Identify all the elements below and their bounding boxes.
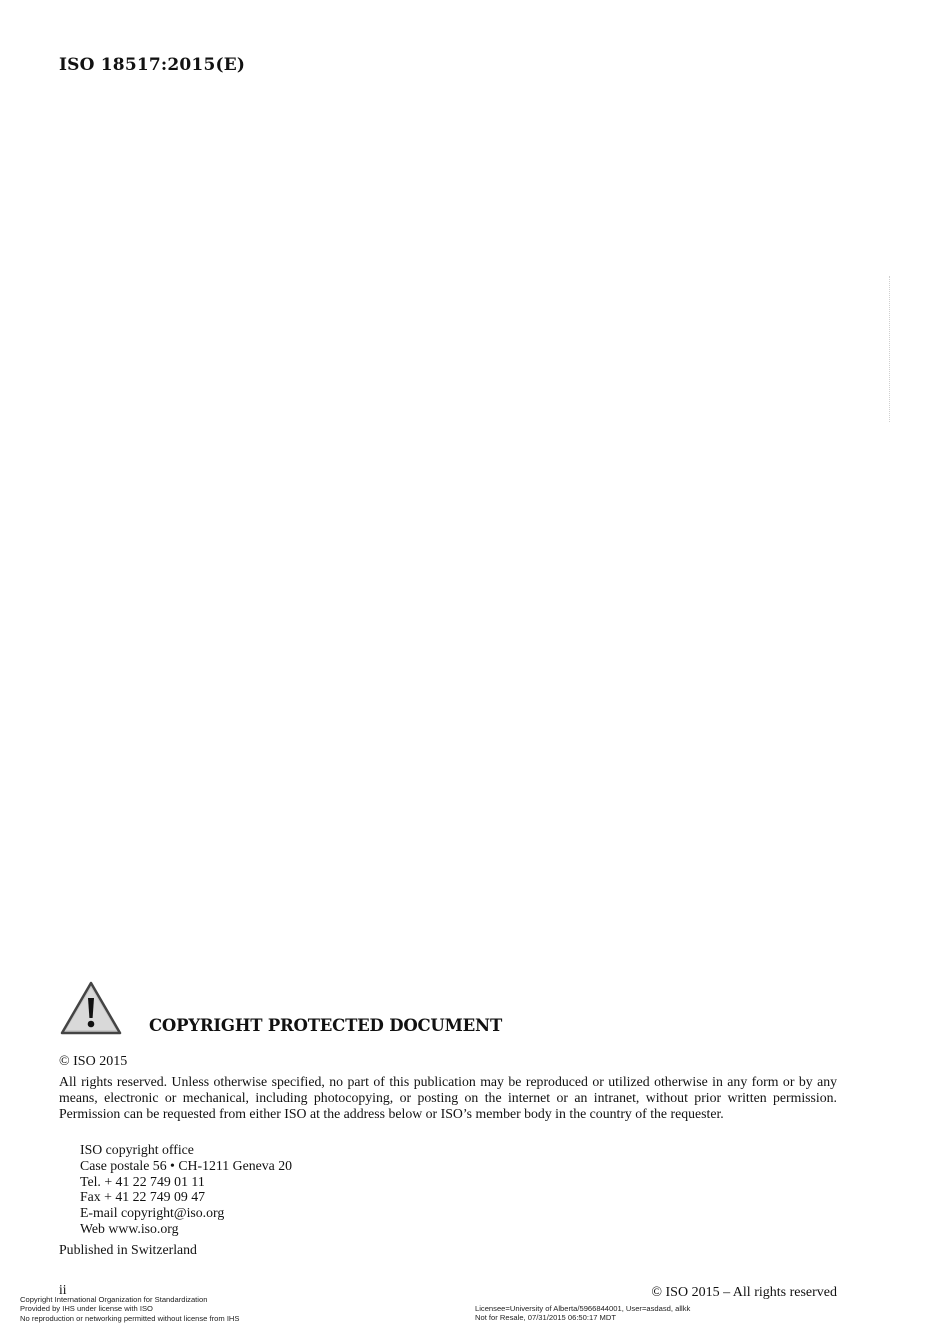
margin-mark [889,276,894,422]
footer-rights: © ISO 2015 – All rights reserved [651,1285,837,1300]
copyright-office-address [80,1142,292,1237]
address-email: E-mail copyright@iso.org [80,1205,225,1221]
address-phone: Tel. + 41 22 749 01 11 [80,1173,205,1189]
address-web: Web www.iso.org [80,1220,179,1236]
license-line: Licensee=University of Alberta/5966844001, User=asdasd, allkk [475,1304,691,1313]
published-location: Published in Switzerland [59,1242,197,1257]
rights-paragraph: All rights reserved. Unless otherwise specified, no part of this publication may be reproduced or utilized otherwise in any form or by any means, electronic or mechanical, including photocopying, or posting on the internet or an intranet, without prior written permission. Permission can be requested from either ISO at the address below or ISO’s member body in the country of the requester. [59,1074,837,1121]
license-line: Not for Resale, 07/31/2015 06:50:17 MDT [475,1313,616,1323]
license-notice-right [475,1304,690,1323]
copyright-heading: COPYRIGHT PROTECTED DOCUMENT [149,1016,503,1035]
address-office: ISO copyright office [80,1142,194,1157]
document-id: ISO 18517:2015(E) [59,55,246,75]
license-notice-left [20,1295,239,1323]
address-fax: Fax + 41 22 749 09 47 [80,1189,206,1205]
page-number: ii [59,1282,67,1297]
license-line: Copyright International Organization for Standardization [20,1295,208,1304]
address-postal: Case postale 56 • CH-1211 Geneva 20 [80,1157,292,1173]
license-line: No reproduction or networking permitted without license from IHS [20,1313,240,1323]
copyright-line: © ISO 2015 [59,1054,128,1069]
license-line: Provided by IHS under license with ISO [20,1304,153,1314]
warning-triangle-icon [59,980,123,1036]
